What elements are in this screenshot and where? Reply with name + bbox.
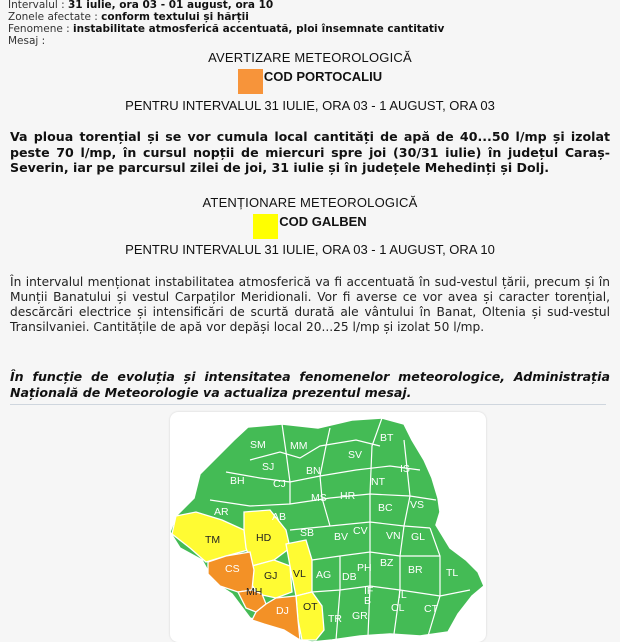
- label-gl: GL: [411, 531, 426, 543]
- label-if: IF: [364, 585, 374, 597]
- label-b: B: [364, 595, 372, 607]
- label-cl: CL: [391, 602, 405, 614]
- romania-warning-map: [170, 412, 486, 642]
- orange-interval: PENTRU INTERVALUL 31 IULIE, ORA 03 - 1 AUGUST, ORA 03: [125, 98, 495, 113]
- label-dj: DJ: [276, 605, 289, 617]
- interval-label: Intervalul :: [8, 0, 68, 11]
- yellow-warning-text: În intervalul menționat instabilitatea atmosferică va fi accentuată în sud-vestul țării, precum și în Munții Banatului și vestul Carpaților Meridionali. Vor fi averse ce vor avea și caracter torențial, descărcări electrice și intensificări de scurtă durată ale vântului în Banat, Oltenia și sud-vestul Transilvaniei. Cantitățile de apă vor depăși local 20...25 l/mp și izolat 50 l/mp.: [10, 275, 610, 334]
- label-ct: CT: [424, 603, 438, 615]
- orange-warning-title: AVERTIZARE METEOROLOGICĂ: [208, 50, 412, 65]
- orange-code-swatch: [238, 69, 263, 94]
- label-vn: VN: [386, 530, 401, 542]
- yellow-code-line: [0, 214, 620, 239]
- message-label: Mesaj :: [8, 35, 46, 47]
- label-bc: BC: [378, 502, 393, 514]
- phenomena-value: instabilitate atmosferică accentuată, ploi însemnate cantitativ: [73, 23, 445, 35]
- label-bv: BV: [334, 531, 349, 543]
- label-hr: HR: [340, 490, 356, 502]
- label-bz: BZ: [380, 557, 394, 569]
- orange-code-label: COD PORTOCALIU: [263, 69, 383, 84]
- label-ar: AR: [214, 506, 229, 518]
- label-vs: VS: [410, 499, 425, 511]
- label-tr: TR: [328, 613, 342, 625]
- label-tl: TL: [446, 567, 459, 579]
- label-sm: SM: [250, 439, 266, 451]
- closing-note: În funcție de evoluția și intensitatea fenomenelor meteorologice, Administrația Națională de Meteorologie va actualiza prezentul mesaj.: [10, 369, 610, 400]
- label-gj: GJ: [264, 570, 278, 582]
- label-cv: CV: [353, 525, 368, 537]
- divider: [10, 404, 606, 405]
- label-cj: CJ: [273, 478, 286, 490]
- meta-phenomena: [8, 24, 444, 35]
- meta-zones: [8, 12, 249, 23]
- label-bt: BT: [380, 432, 394, 444]
- label-is: IS: [400, 463, 410, 475]
- label-sb: SB: [300, 527, 315, 539]
- label-db: DB: [342, 571, 357, 583]
- zones-label: Zonele afectate :: [8, 11, 102, 23]
- label-ag: AG: [316, 569, 332, 581]
- orange-code-line: [0, 69, 620, 94]
- label-tm: TM: [205, 534, 221, 546]
- yellow-code-label: COD GALBEN: [279, 214, 367, 229]
- orange-warning-text: Va ploua torențial și se vor cumula local cantități de apă de 40...50 l/mp și izolat peste 70 l/mp, în cursul nopții de miercuri spre joi (30/31 iulie) în județul Caraș-Severin, iar pe parcursul zilei de joi, 31 iulie și în județele Mehedinți și Dolj.: [10, 129, 610, 175]
- label-bn: BN: [306, 465, 321, 477]
- yellow-interval: PENTRU INTERVALUL 31 IULIE, ORA 03 - 1 AUGUST, ORA 10: [125, 242, 495, 257]
- meta-interval: [8, 0, 273, 11]
- label-il: IL: [398, 589, 407, 601]
- label-nt: NT: [371, 476, 385, 488]
- label-br: BR: [408, 564, 423, 576]
- map-svg: [170, 412, 486, 642]
- label-vl: VL: [293, 568, 306, 580]
- interval-value: 31 iulie, ora 03 - 01 august, ora 10: [68, 0, 274, 11]
- zones-value: conform textului și hărții: [101, 11, 249, 23]
- label-bh: BH: [230, 475, 245, 487]
- meta-message: [8, 36, 45, 47]
- phenomena-label: Fenomene :: [8, 23, 74, 35]
- label-mm: MM: [290, 440, 308, 452]
- label-sv: SV: [348, 449, 363, 461]
- label-ph: PH: [357, 562, 372, 574]
- label-mh: MH: [246, 586, 263, 598]
- label-cs: CS: [225, 563, 240, 575]
- label-ms: MS: [311, 492, 327, 504]
- label-ot: OT: [303, 601, 318, 613]
- label-gr: GR: [352, 610, 368, 622]
- label-hd: HD: [256, 532, 272, 544]
- label-sj: SJ: [262, 461, 275, 473]
- yellow-code-swatch: [253, 214, 278, 239]
- yellow-warning-title: ATENȚIONARE METEOROLOGICĂ: [202, 195, 418, 210]
- label-ab: AB: [272, 511, 287, 523]
